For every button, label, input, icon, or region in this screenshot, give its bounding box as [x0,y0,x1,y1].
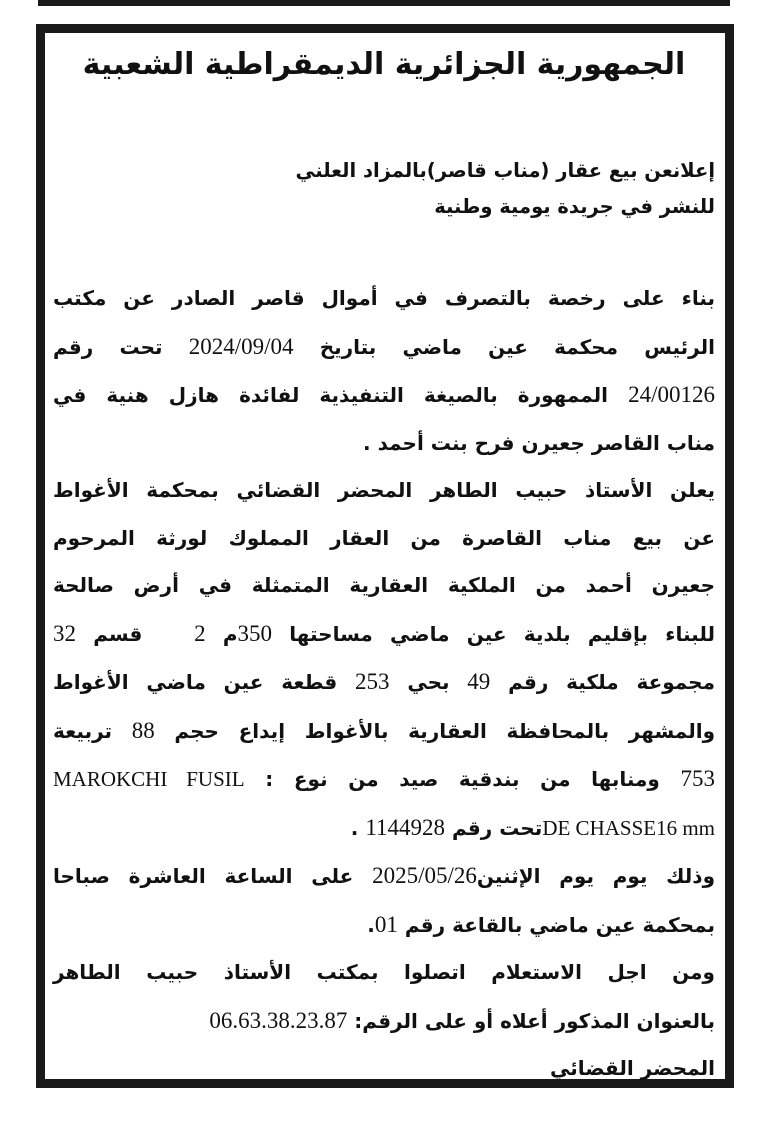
land-area: 350 [237,620,273,646]
volume-number: 88 [131,717,155,743]
notice-subtitles [53,153,715,225]
area-exponent: 2 [194,620,206,646]
notice-frame [36,24,734,1088]
notice-header: الجمهورية الجزائرية الديمقراطية الشعبية [82,47,686,82]
body-line-9: مجموعة ملكية رقم 49 بحي 253 قطعة عين ماضي الأغواط [53,669,715,694]
notice-subtitle-2: للنشر في جريدة يومية وطنية [434,195,715,218]
body-line-7: جعيرن أحمد من الملكية العقارية المتمثلة في أرض صالحة [53,573,715,597]
section-number: 32 [53,620,76,646]
signature: المحضر القضائي [549,1056,715,1080]
body-line-15: ومن اجل الاستعلام اتصلوا بمكتب الأستاذ حبيب الطاهر [53,960,715,984]
permit-date: 2024/09/04 [188,333,294,359]
group-number: 49 [467,669,491,694]
permit-number: 24/00126 [628,382,715,407]
body-line-16: بالعنوان المذكور أعلاه أو على الرقم: 06.63.38.23.87 [209,1007,715,1033]
quadrant-number: 753 [680,766,716,791]
body-line-13: وذلك يوم يوم الإثنين2025/05/26 على الساعة العاشرة صباحا [53,863,715,888]
body-line-6: عن بيع مناب القاصرة من العقار المملوك لورثة المرحوم [53,525,715,550]
parcel-number: 253 [355,669,390,694]
body-line-11: 753 ومنابها من بندقية صيد من نوع : MAROKCHI FUSIL [53,766,716,791]
top-rule [38,0,730,6]
rifle-number: 1144928 [365,814,445,840]
body-line-1: بناء على رخصة بالتصرف في أموال قاصر الصادر عن مكتب [53,286,715,310]
body-line-3: 24/00126 الممهورة بالصيغة التنفيذية لفائدة هازل هنية في [53,382,715,407]
body-line-12: DE CHASSE16 mmتحت رقم 1144928 . [350,814,715,840]
notice-content [45,33,725,1079]
sale-date: 2025/05/26 [372,863,477,888]
rifle-type: MAROKCHI FUSIL [53,767,245,791]
body-line-2: الرئيس محكمة عين ماضي بتاريخ 2024/09/04 تحت رقم [53,333,715,359]
body-line-14: بمحكمة عين ماضي بالقاعة رقم 01. [367,911,715,937]
body-line-10: والمشهر بالمحافظة العقارية بالأغواط إيداع حجم 88 تربيعة [53,717,715,743]
hall-number: 01 [374,911,398,937]
notice-body [53,275,715,1093]
rifle-kind: DE CHASSE16 mm [542,815,715,840]
body-line-5: يعلن الأستاذ حبيب الطاهر المحضر القضائي بمحكمة الأغواط [53,478,715,502]
notice-subtitle-1: إعلانعن بيع عقار (مناب قاصر)بالمزاد العلني [295,159,715,182]
body-line-4: مناب القاصر جعيرن فرح بنت أحمد . [363,430,715,455]
phone-number: 06.63.38.23.87 [209,1007,348,1033]
body-line-8: للبناء بإقليم بلدية عين ماضي مساحتها 350م 2 قسم 32 [53,620,716,646]
